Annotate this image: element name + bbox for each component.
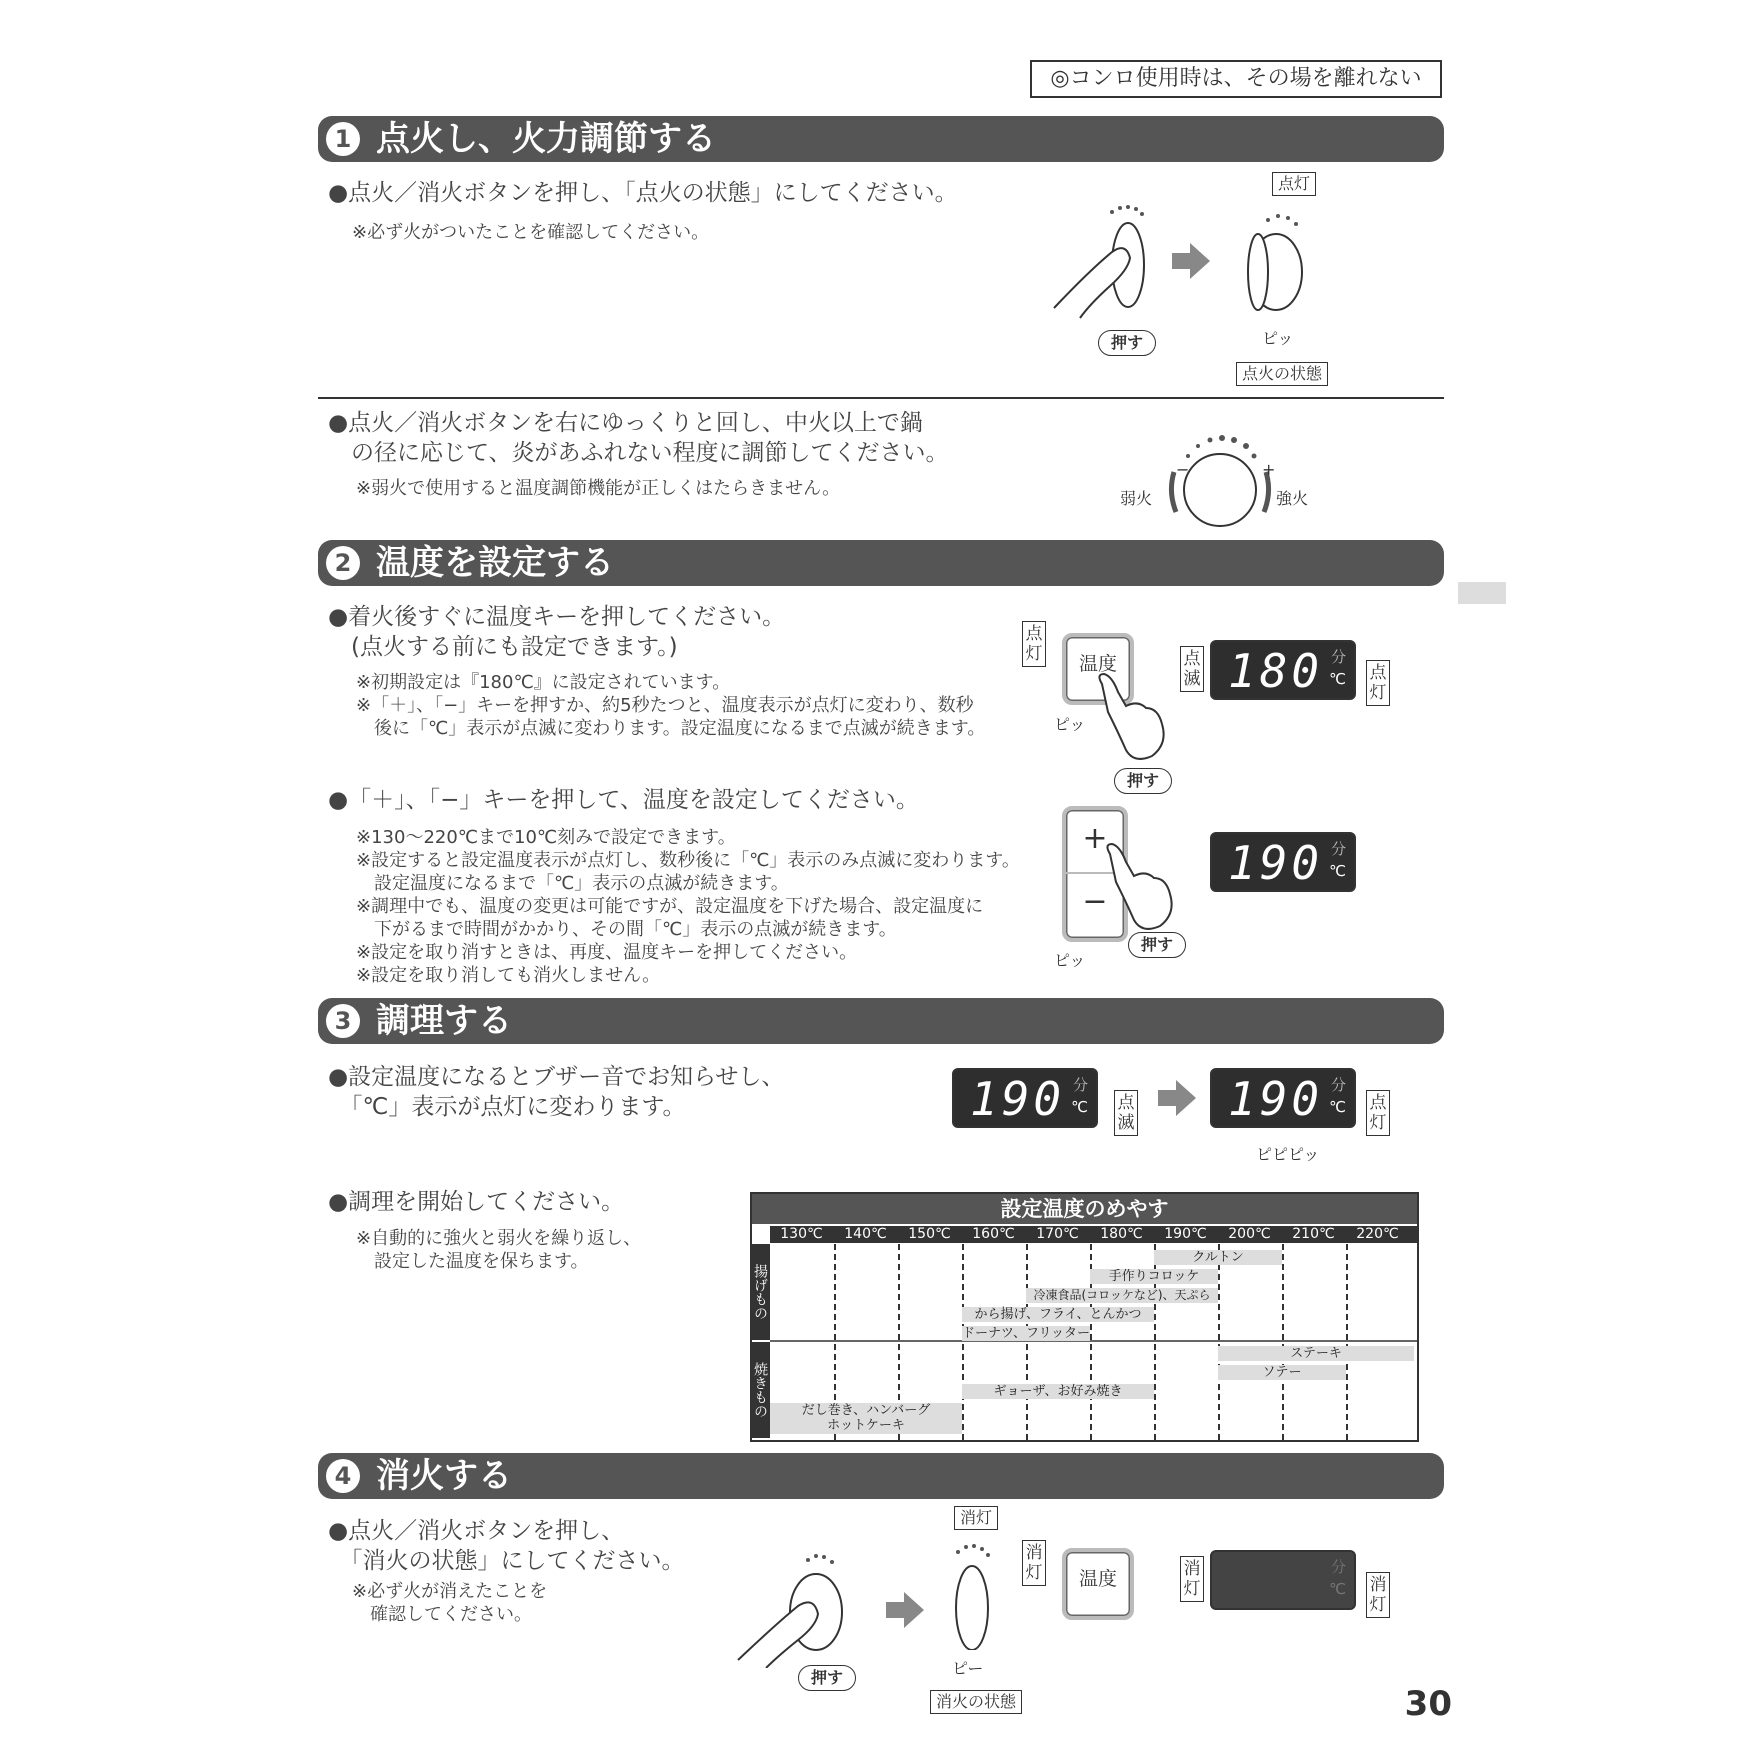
table-header (770, 1226, 1417, 1243)
temperature-key-label: 温度 (1078, 653, 1117, 675)
range-bar: 冷凍食品(コロッケなど)、天ぷら (1026, 1288, 1218, 1303)
grid-line (1282, 1244, 1284, 1440)
lit-label: 点灯 (1272, 172, 1316, 196)
section-3-header (318, 998, 1444, 1044)
temp-header: 150℃ (908, 1226, 951, 1242)
temperature-display (1210, 832, 1356, 892)
temp-header: 140℃ (844, 1226, 887, 1242)
range-bar: ドーナツ、フリッター (962, 1326, 1090, 1341)
section-number: 2 (326, 546, 360, 580)
minute-unit: 分 (1072, 1076, 1088, 1094)
s4-instruction-1: ●点火／消火ボタンを押し、 「消火の状態」にしてください。 (328, 1518, 685, 1574)
grid-line (1346, 1244, 1348, 1440)
off-label: 消灯 (954, 1506, 998, 1530)
s2-note-2: ※130〜220℃まで10℃刻みで設定できます。 ※設定すると設定温度表示が点灯し、数秒後に「℃」表示のみ点滅に変わります。 設定温度になるまで「℃」表示の点滅が続きます。 ※調理中でも、温度の変更は可能ですが、設定温度を下げた場合、設定温度に 下がるまで時間がかかり、その間「℃」表示の点滅が続きます。 ※設定を取り消すときは、再度、温度キーを押してください。 ※設定を取り消しても消火しません。 (356, 827, 1020, 986)
s1-note-2: ※弱火で使用すると温度調節機能が正しくはたらきません。 (356, 478, 841, 499)
section-2-header (318, 540, 1444, 586)
range-bar: クルトン (1154, 1250, 1282, 1265)
lit-label: 点灯 (1366, 1090, 1390, 1136)
blink-label: 点滅 (1180, 646, 1204, 692)
celsius-unit: ℃ (1071, 1098, 1088, 1116)
section-4-header (318, 1453, 1444, 1499)
push-label: 押す (1114, 768, 1172, 794)
celsius-unit: ℃ (1329, 1580, 1346, 1598)
s4-note-1: ※必ず火が消えたことを 確認してください。 (352, 1581, 548, 1625)
section-title: 点火し、火力調節する (376, 119, 716, 159)
lit-label: 点灯 (1022, 621, 1046, 667)
lit-label: 点灯 (1366, 660, 1390, 706)
lit-knob-icon (1238, 210, 1308, 320)
display-value: 190 (1228, 836, 1324, 890)
minute-unit: 分 (1330, 648, 1346, 666)
celsius-unit: ℃ (1329, 1098, 1346, 1116)
range-bar-label: だし巻き、ハンバーグ (801, 1403, 931, 1418)
range-bar: ギョーザ、お好み焼き (962, 1384, 1154, 1399)
push-label: 押す (1098, 330, 1156, 356)
finger-pointer-icon (1098, 842, 1178, 932)
s3-instruction-1: ●設定温度になるとブザー音でお知らせし、 「℃」表示が点灯に変わります。 (328, 1064, 785, 1120)
blink-label: 点滅 (1114, 1090, 1138, 1136)
section-number: 4 (326, 1459, 360, 1493)
minus-mark: − (1176, 460, 1190, 479)
temperature-guide-table (750, 1192, 1419, 1442)
ignition-state-label: 点火の状態 (1236, 362, 1328, 386)
table-title: 設定温度のめやす (752, 1194, 1417, 1224)
grid-line (1218, 1244, 1220, 1440)
finger-pointer-icon (1090, 672, 1170, 762)
page-number: 30 (1404, 1684, 1452, 1724)
push-label: 押す (798, 1665, 856, 1691)
section-title: 消火する (376, 1456, 512, 1496)
minute-unit: 分 (1330, 1558, 1346, 1576)
right-arrow-icon (1158, 1080, 1196, 1116)
temp-header: 130℃ (780, 1226, 823, 1242)
temp-header: 220℃ (1356, 1226, 1399, 1242)
category-grill: 焼きもの (752, 1342, 770, 1438)
temperature-display (1210, 1068, 1356, 1128)
s2-instruction-2: ●「＋」、「−」キーを押して、温度を設定してください。 (328, 787, 919, 813)
plus-key[interactable]: + (1066, 810, 1124, 874)
beep-label: ピー (952, 1659, 984, 1678)
display-value: 190 (1228, 1072, 1324, 1126)
display-value: 190 (970, 1072, 1066, 1126)
low-flame-label: 弱火 (1120, 489, 1153, 508)
right-arrow-icon (1172, 243, 1210, 279)
temperature-display (1210, 640, 1356, 700)
right-arrow-icon (886, 1592, 924, 1628)
s3-instruction-2: ●調理を開始してください。 (328, 1189, 625, 1215)
plus-mark: + (1262, 460, 1276, 479)
range-bar: 手作りコロッケ (1090, 1269, 1218, 1284)
s2-instruction-1: ●着火後すぐに温度キーを押してください。 (点火する前にも設定できます。) (328, 604, 786, 660)
section-1-header (318, 116, 1444, 162)
section-title: 温度を設定する (376, 543, 614, 583)
s1-instruction-2: ●点火／消火ボタンを右にゆっくりと回し、中火以上で鍋 の径に応じて、炎があふれない程度に調節してください。 (328, 410, 949, 466)
range-bar: から揚げ、フライ、とんかつ (962, 1307, 1154, 1322)
off-label: 消灯 (1180, 1556, 1204, 1602)
high-flame-label: 強火 (1276, 489, 1309, 508)
temp-header: 200℃ (1228, 1226, 1271, 1242)
range-bar (770, 1403, 962, 1434)
divider (318, 397, 1444, 399)
safety-notice: ◎コンロ使用時は、その場を離れない (1030, 60, 1442, 98)
range-bar: ソテー (1218, 1365, 1346, 1380)
beep-label: ピッ (1054, 715, 1086, 734)
flame-dial-icon (1160, 430, 1280, 530)
category-fry: 揚げもの (752, 1244, 770, 1340)
temp-header: 210℃ (1292, 1226, 1335, 1242)
finger-press-knob-icon (736, 1548, 856, 1668)
grid-line (1026, 1244, 1028, 1440)
minute-unit: 分 (1330, 840, 1346, 858)
s2-note-1: ※初期設定は『180℃』に設定されています。 ※「＋」、「−」キーを押すか、約5秒たつと、温度表示が点灯に変わり、数秒 後に「℃」表示が点滅に変わります。設定温度になるまで点滅が続きます。 (356, 672, 986, 739)
grid-line (962, 1244, 964, 1440)
beep-label: ピッ (1054, 951, 1086, 970)
range-bar-label: ホットケーキ (827, 1418, 905, 1433)
s1-instruction-1: ●点火／消火ボタンを押し、「点火の状態」にしてください。 (328, 180, 958, 206)
section-number: 1 (326, 122, 360, 156)
s1-note-1: ※必ず火がついたことを確認してください。 (352, 222, 710, 243)
celsius-unit: ℃ (1329, 862, 1346, 880)
off-label: 消灯 (1366, 1572, 1390, 1618)
temperature-key-label: 温度 (1078, 1568, 1117, 1590)
s3-note-2: ※自動的に強火と弱火を繰り返し、 設定した温度を保ちます。 (356, 1228, 642, 1272)
push-label: 押す (1128, 932, 1186, 958)
section-number: 3 (326, 1004, 360, 1038)
temp-header: 190℃ (1164, 1226, 1207, 1242)
temperature-display (952, 1068, 1098, 1128)
category-separator (770, 1340, 1417, 1342)
off-knob-icon (940, 1540, 1010, 1650)
range-bar: ステーキ (1218, 1346, 1414, 1361)
minus-key[interactable]: − (1082, 884, 1108, 919)
off-label: 消灯 (1022, 1540, 1046, 1586)
minute-unit: 分 (1330, 1076, 1346, 1094)
extinguished-state-label: 消火の状態 (930, 1690, 1022, 1714)
temp-header: 180℃ (1100, 1226, 1143, 1242)
beep-label: ピッ (1262, 329, 1294, 348)
celsius-unit: ℃ (1329, 670, 1346, 688)
finger-press-knob-icon (1050, 200, 1160, 320)
side-tab-marker (1458, 582, 1506, 604)
temp-header: 160℃ (972, 1226, 1015, 1242)
temperature-display-off (1210, 1550, 1356, 1610)
section-title: 調理する (376, 1001, 512, 1041)
beep-label: ピピピッ (1256, 1145, 1320, 1164)
temp-header: 170℃ (1036, 1226, 1079, 1242)
display-value: 180 (1228, 644, 1324, 698)
temperature-key[interactable] (1062, 1548, 1134, 1620)
